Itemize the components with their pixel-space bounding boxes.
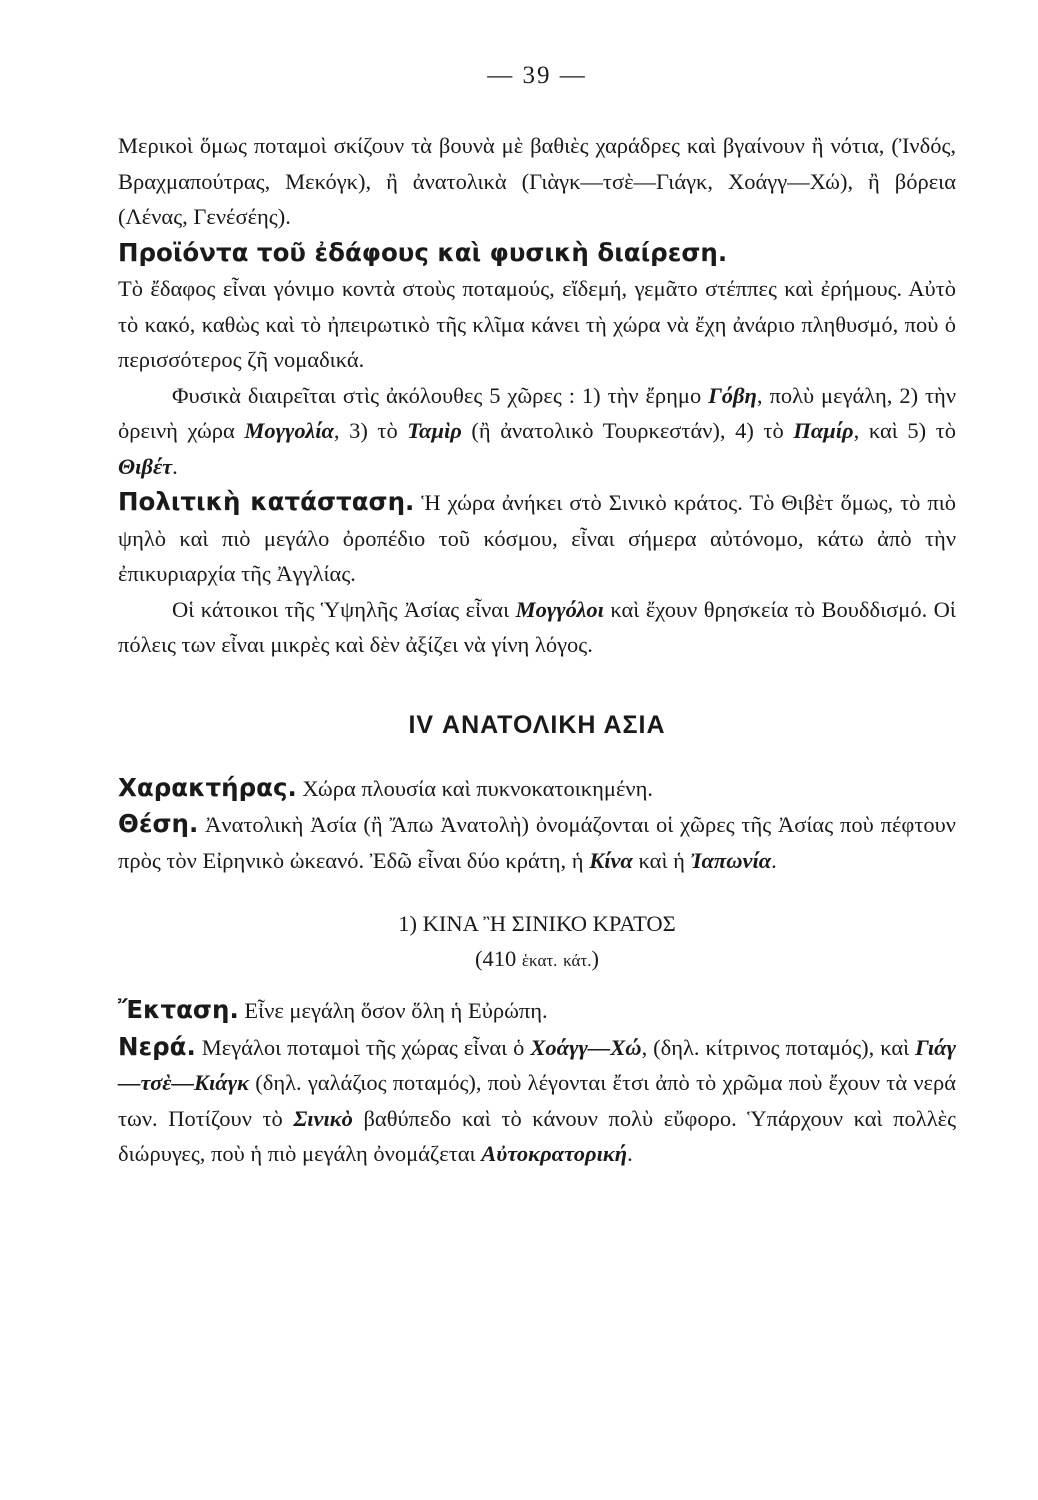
emphasis-mongols: Μογγόλοι [515, 596, 604, 622]
paragraph-text: Ἡ χώρα ἀνήκει στὸ Σινικὸ κράτος. Τὸ Θιβὲτ ὅμως, τὸ πιὸ ψηλὸ καὶ πιὸ μεγάλο ὀροπέδιο τοῦ κόσμου, εἶναι σήμερα αὐτόνομο, κάτω ἀπὸ τὴν ἐπικυριαρχία τῆς Ἀγγλίας. [118, 490, 956, 586]
paragraph-extent [118, 992, 956, 1029]
paragraph-inhabitants [118, 592, 956, 663]
paragraph-waters [118, 1029, 956, 1172]
text-run: Μεγάλοι ποταμοὶ τῆς χώρας εἶναι ὁ [195, 1034, 531, 1060]
emphasis-tibet: Θιβέτ [118, 453, 173, 479]
paragraph-heading: Προϊόντα τοῦ ἐδάφους καὶ φυσικὴ διαίρεση. [118, 237, 728, 267]
emphasis-imperial: Αὐτοκρατορική [481, 1141, 628, 1166]
paragraph-heading: Χαρακτήρας. [118, 772, 297, 802]
paragraph-text: Εἶνε μεγάλη ὅσον ὅλη ἡ Εὐρώπη. [238, 998, 548, 1023]
paragraph-heading: Ἔκταση. [118, 995, 239, 1024]
emphasis-yangtze: Γιάγ—τσὲ—Κιάγκ [118, 1034, 956, 1095]
paragraph-natural-division [118, 378, 956, 485]
text-run: , πολὺ μεγάλη, 2) τὴν ὀρεινὴ χώρα [118, 382, 957, 443]
text-run: . [627, 1141, 633, 1166]
text-run: Οἱ κάτοικοι τῆς Ὑψηλῆς Ἀσίας εἶναι [172, 596, 516, 622]
paragraph-character [118, 770, 956, 807]
paragraph-heading: Θέση. [118, 809, 199, 838]
paragraph-products [118, 235, 956, 378]
text-run: Ἀνατολικὴ Ἀσία (ἢ Ἄπω Ἀνατολὴ) ὀνομάζονται οἱ χῶρες τῆς Ἀσίας ποὺ πέφτουν πρὸς τὸν Εἰρηνικὸ ὠκεανό. Ἐδῶ εἶναι δύο κράτη, ἡ [118, 812, 956, 873]
subsection-population [118, 941, 956, 978]
paragraph-text: Χώρα πλουσία καὶ πυκνοκατοικημένη. [296, 775, 653, 801]
emphasis-china: Κίνα [589, 847, 633, 873]
text-run: (ἢ ἀνατολικὸ Τουρκεστάν), 4) τὸ [461, 418, 794, 443]
text-run: , καὶ 5) τὸ [853, 418, 956, 443]
text-run: καὶ ἡ [632, 847, 691, 873]
emphasis-tamir: Ταμὶρ [407, 418, 462, 443]
emphasis-mongolia: Μογγολία [244, 418, 334, 443]
text-run: ) [591, 946, 599, 971]
text-run: καὶ ἔχουν θρησκεία τὸ Βουδδισμό. Οἱ πόλεις των εἶναι μικρὲς καὶ δὲν ἀξίζει νὰ γίνη λόγος. [118, 596, 956, 657]
emphasis-sinic: Σινικὸ [293, 1105, 353, 1131]
text-run: (δηλ. γαλάζιος ποταμός), ποὺ λέγονται ἔτσι ἀπὸ τὸ χρῶμα ποὺ ἔχουν τὰ νερά των. Ποτίζουν τὸ [118, 1070, 956, 1131]
emphasis-pamir: Παμίρ [793, 418, 854, 443]
text-run: (410 [475, 946, 522, 971]
paragraph-text: Τὸ ἔδαφος εἶναι γόνιμο κοντὰ στοὺς ποταμούς, εἴδεμή, γεμᾶτο στέππες καὶ ἐρήμους. Αὐτὸ τὸ κακό, καθὼς καὶ τὸ ἠπειρωτικὸ τῆς κλῖμα κάνει τὴ χώρα νὰ ἔχη ἀνάριο πληθυσμό, ποὺ ὁ περισσότερος ζῆ νομαδικά. [118, 276, 956, 372]
text-run: . [172, 453, 178, 479]
text-run: , (δηλ. κίτρινος ποταμός), καὶ [641, 1034, 916, 1060]
emphasis-gobi: Γόβη [708, 382, 757, 408]
text-run: βαθύπεδο καὶ τὸ κάνουν πολὺ εὔφορο. Ὑπάρχουν καὶ πολλὲς διώρυγες, ποὺ ἡ πιὸ μεγάλη ὀνομάζεται [118, 1105, 956, 1166]
emphasis-huang-ho: Χοάγγ—Χώ [530, 1034, 642, 1060]
paragraph-rivers [118, 128, 956, 235]
text-run: . [771, 847, 777, 873]
page-number: — 39 — [487, 62, 587, 89]
paragraph-political [118, 484, 956, 592]
paragraph-position [118, 806, 956, 878]
text-run: Φυσικὰ διαιρεῖται στὶς ἀκόλουθες 5 χῶρες : 1) τὴν ἔρημο [172, 382, 709, 408]
section-title: IV ΑΝΑΤΟΛΙΚΗ ΑΣΙΑ [408, 710, 666, 739]
unit-label: ἑκατ. [521, 951, 558, 970]
text-run: , 3) τὸ [333, 418, 408, 443]
emphasis-japan: Ἰαπωνία [690, 847, 772, 873]
paragraph-text: Μερικοὶ ὅμως ποταμοὶ σκίζουν τὰ βουνὰ μὲ βαθιὲς χαράδρες καὶ βγαίνουν ἢ νότια, (Ἰνδός, Βραχμαπούτρας, Μεκόγκ), ἢ ἀνατολικὰ (Γιὰγκ—τσὲ—Γιάγκ, Χοάγγ—Χώ), ἢ βόρεια (Λένας, Γενέσέης). [118, 133, 956, 229]
subsection-title: 1) ΚΙΝΑ Ἢ ΣΙΝΙΚΟ ΚΡΑΤΟΣ [398, 911, 676, 936]
paragraph-heading: Νερά. [118, 1031, 196, 1061]
unit-label: κάτ. [563, 951, 592, 970]
paragraph-heading: Πολιτικὴ κατάσταση. [118, 487, 415, 516]
